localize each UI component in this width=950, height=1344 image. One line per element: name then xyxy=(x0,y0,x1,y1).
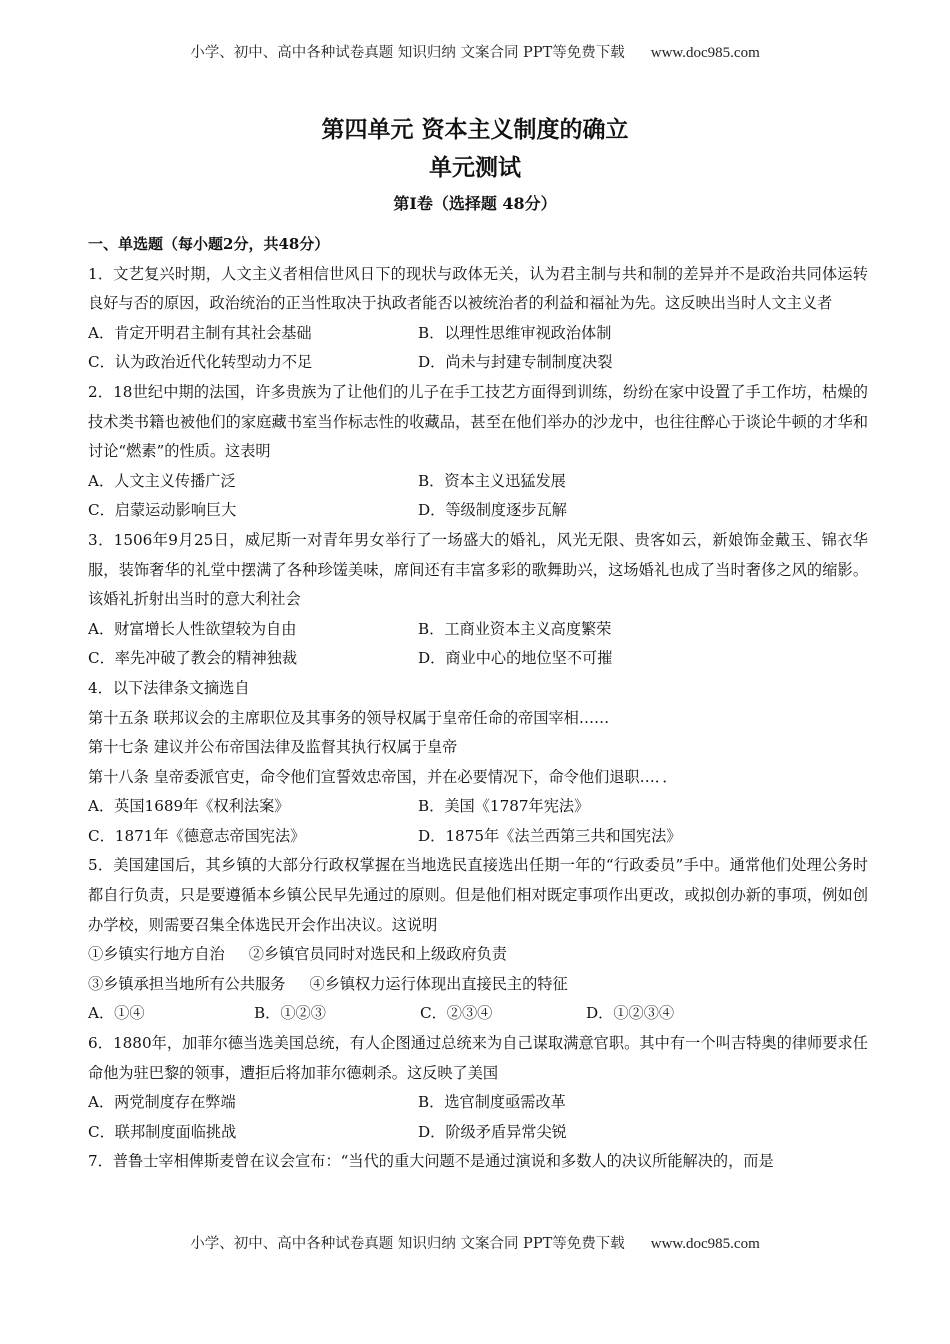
question-stem: 5．美国建国后，其乡镇的大部分行政权掌握在当地选民直接选出任期一年的“行政委员”手中。通常他们处理公务时都自行负责，只是要遵循本乡镇公民早先通过的原则。但是他们相对既定事项作出更改，或拟创办新的事项，例如创办学校，则需要召集全体选民开会作出决议。这说明 xyxy=(88,856,868,934)
options xyxy=(88,1088,868,1147)
option-a: A．英国1689年《权利法案》 xyxy=(88,797,290,816)
statement-1: ①乡镇实行地方自治 xyxy=(88,945,225,964)
statement-4: ④乡镇权力运行体现出直接民主的特征 xyxy=(309,974,568,993)
options xyxy=(88,467,868,526)
question-stem: 1．文艺复兴时期，人文主义者相信世风日下的现状与政体无关，认为君主制与共和制的差异并不是政治共同体运转良好与否的原因，政治统治的正当性取决于执政者能否以被统治者的利益和福祉为先。这反映出当时人文主义者 xyxy=(88,264,868,313)
option-d: D．尚未与封建专制制度决裂 xyxy=(418,353,613,372)
question-2 xyxy=(88,378,868,526)
page-footer xyxy=(0,1232,950,1253)
option-b: B．工商业资本主义高度繁荣 xyxy=(418,619,612,638)
options xyxy=(88,319,868,378)
question-5 xyxy=(88,851,868,1029)
option-c: C．率先冲破了教会的精神独裁 xyxy=(88,649,298,668)
question-stem: 6．1880年，加菲尔德当选美国总统，有人企图通过总统来为自己谋取满意官职。其中有一个叫吉特奥的律师要求任命他为驻巴黎的领事，遭拒后将加菲尔德刺杀。这反映了美国 xyxy=(88,1034,868,1082)
question-list xyxy=(88,230,868,1177)
section-heading: 一、单选题（每小题2分，共48分） xyxy=(88,235,330,253)
option-d: D．等级制度逐步瓦解 xyxy=(418,501,567,520)
option-b: B．以理性思维审视政治体制 xyxy=(418,323,612,342)
question-7 xyxy=(88,1147,868,1177)
option-d: D．商业中心的地位坚不可摧 xyxy=(418,649,613,668)
options xyxy=(88,999,868,1029)
option-b: B．①②③ xyxy=(254,1004,326,1023)
option-c: C．联邦制度面临挑战 xyxy=(88,1122,237,1141)
options xyxy=(88,792,868,851)
question-stem: 2．18世纪中期的法国，许多贵族为了让他们的儿子在手工技艺方面得到训练，纷纷在家中设置了手工作坊，枯燥的技术类书籍也被他们的家庭藏书室当作标志性的收藏品，甚至在他们举办的沙龙中，也往往醉心于谈论牛顿的才华和讨论“燃素”的性质。这表明 xyxy=(88,382,868,461)
law-article: 第十五条 联邦议会的主席职位及其事务的领导权属于皇帝任命的帝国宰相…… xyxy=(88,708,610,727)
statements xyxy=(88,970,868,1000)
question-stem: 3．1506年9月25日，威尼斯一对青年男女举行了一场盛大的婚礼，风光无限、贵客如云，新娘饰金戴玉、锦衣华服，装饰奢华的礼堂中摆满了各种珍馐美味，席间还有丰富多彩的歌舞助兴，这场婚礼也成了当时奢侈之风的缩影。该婚礼折射出当时的意大利社会 xyxy=(88,530,868,609)
page-header xyxy=(0,41,950,62)
option-d: D．1875年《法兰西第三共和国宪法》 xyxy=(418,826,682,845)
header-text: 小学、初中、高中各种试卷真题 知识归纳 文案合同 PPT等免费下载 xyxy=(190,45,625,61)
option-c: C．②③④ xyxy=(420,1004,493,1023)
option-a: A．人文主义传播广泛 xyxy=(88,471,236,490)
unit-title: 第四单元 资本主义制度的确立 xyxy=(321,117,629,143)
option-c: C．认为政治近代化转型动力不足 xyxy=(88,353,313,372)
statement-3: ③乡镇承担当地所有公共服务 xyxy=(88,974,286,993)
question-6 xyxy=(88,1029,868,1147)
test-title: 单元测试 xyxy=(429,155,521,181)
statement-2: ②乡镇官员同时对选民和上级政府负责 xyxy=(248,945,507,964)
law-article: 第十八条 皇帝委派官吏，命令他们宣誓效忠帝国，并在必要情况下，命令他们退职…．． xyxy=(88,767,678,786)
question-1 xyxy=(88,260,868,378)
option-b: B．美国《1787年宪法》 xyxy=(418,797,590,816)
option-c: C．启蒙运动影响巨大 xyxy=(88,501,237,520)
option-b: B．选官制度亟需改革 xyxy=(418,1093,566,1112)
header-url[interactable]: www.doc985.com xyxy=(650,45,760,61)
option-a: A．肯定开明君主制有其社会基础 xyxy=(88,323,312,342)
option-d: D．阶级矛盾异常尖锐 xyxy=(418,1122,567,1141)
question-4 xyxy=(88,674,868,852)
option-a: A．两党制度存在弊端 xyxy=(88,1093,236,1112)
statements xyxy=(88,940,868,970)
option-c: C．1871年《德意志帝国宪法》 xyxy=(88,826,306,845)
law-article: 第十七条 建议并公布帝国法律及监督其执行权属于皇帝 xyxy=(88,738,458,757)
options xyxy=(88,615,868,674)
footer-url[interactable]: www.doc985.com xyxy=(650,1236,760,1252)
question-stem: 4．以下法律条文摘选自 xyxy=(88,678,250,697)
footer-text: 小学、初中、高中各种试卷真题 知识归纳 文案合同 PPT等免费下载 xyxy=(190,1236,625,1252)
part-title: 第Ⅰ卷（选择题 48分） xyxy=(393,194,557,213)
question-stem: 7．普鲁士宰相俾斯麦曾在议会宣布：“当代的重大问题不是通过演说和多数人的决议所能解决的，而是 xyxy=(88,1152,774,1171)
option-a: A．①④ xyxy=(88,1004,145,1023)
title-block xyxy=(0,112,950,218)
question-3 xyxy=(88,526,868,674)
option-a: A．财富增长人性欲望较为自由 xyxy=(88,619,297,638)
option-b: B．资本主义迅猛发展 xyxy=(418,471,566,490)
option-d: D．①②③④ xyxy=(586,1004,675,1023)
